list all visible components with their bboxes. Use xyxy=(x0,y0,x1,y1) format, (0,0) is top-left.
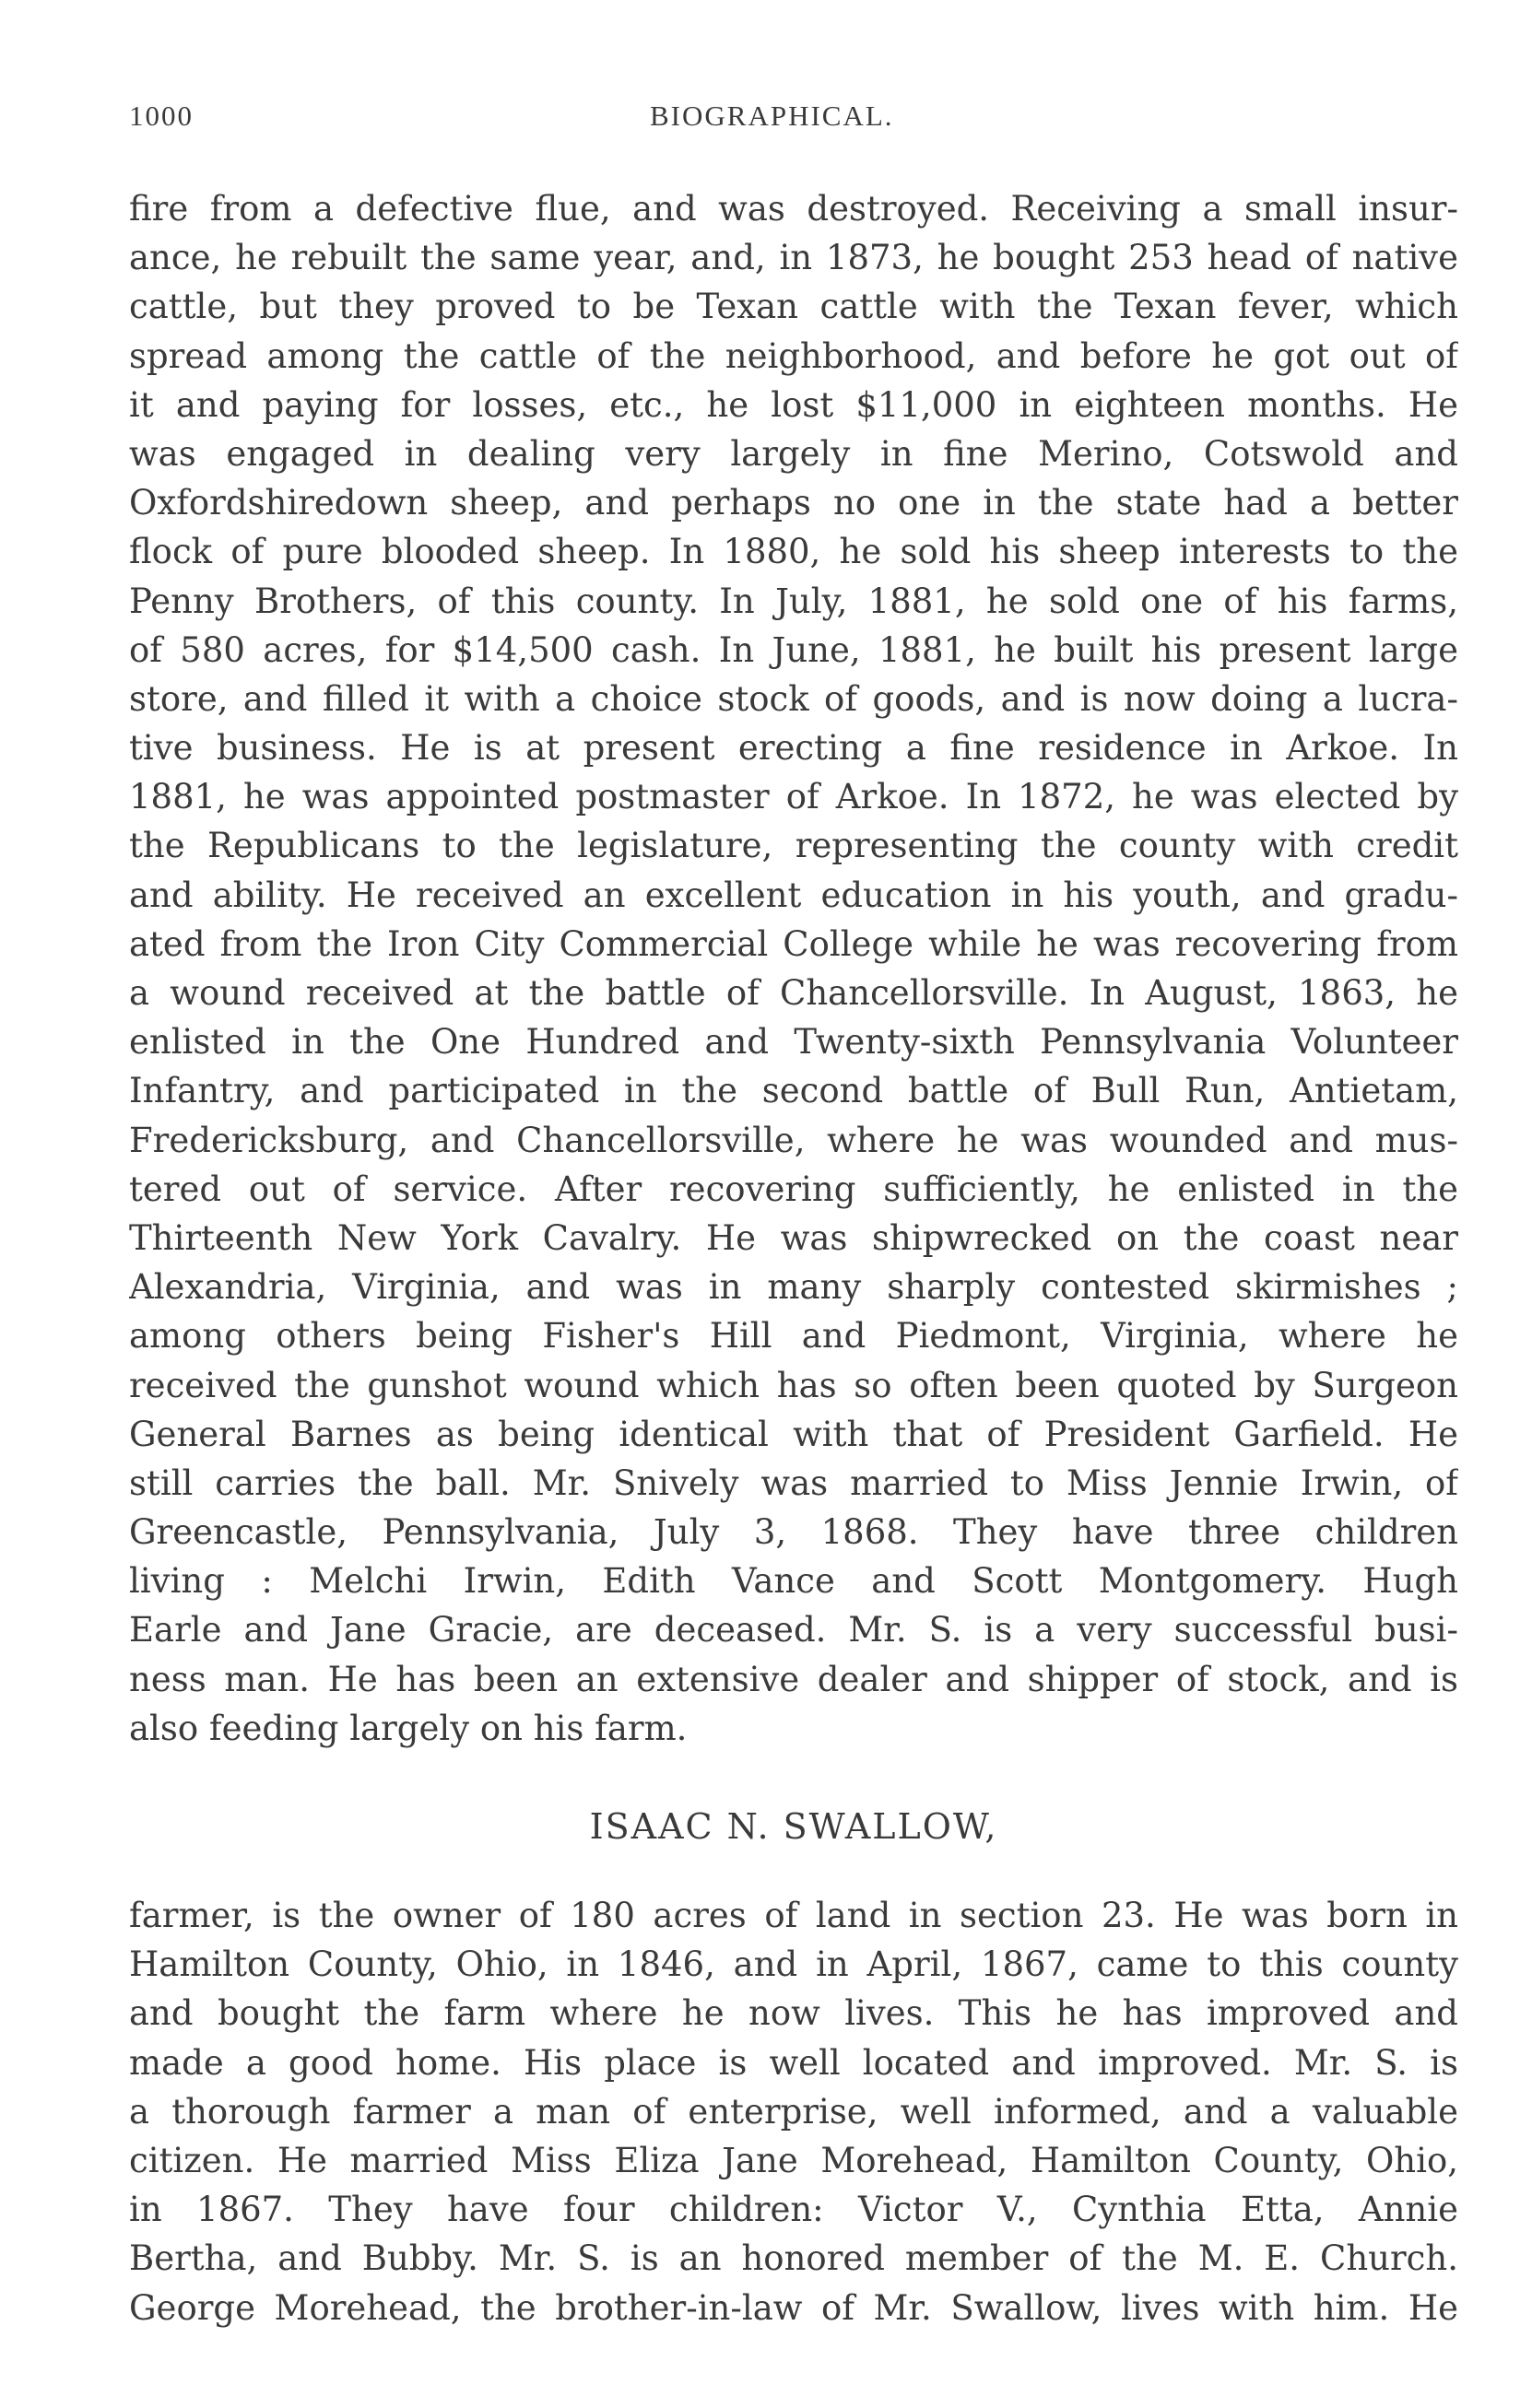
text-line: still carries the ball. Mr. Snively was married to Miss Jennie Irwin, of xyxy=(129,1462,1458,1503)
text-line: ated from the Iron City Commercial College while he was recovering from xyxy=(129,923,1458,964)
page-number: 1000 xyxy=(129,100,194,132)
text-line: Thirteenth New York Cavalry. He was shipwrecked on the coast near xyxy=(129,1217,1458,1258)
text-line: citizen. He married Miss Eliza Jane Morehead, Hamilton County, Ohio, xyxy=(129,2140,1458,2180)
text-line: Earle and Jane Gracie, are deceased. Mr. S. is a very successful busi- xyxy=(129,1610,1458,1650)
text-line: tered out of service. After recovering sufficiently, he enlisted in the xyxy=(129,1169,1458,1209)
text-line: Fredericksburg, and Chancellorsville, where he was wounded and mus- xyxy=(129,1120,1458,1160)
text-line: also feeding largely on his farm. xyxy=(129,1708,688,1748)
text-line: ness man. He has been an extensive dealer and shipper of stock, and is xyxy=(129,1659,1458,1699)
text-line: a thorough farmer a man of enterprise, well informed, and a valuable xyxy=(129,2091,1458,2132)
text-line: and bought the farm where he now lives. This he has improved and xyxy=(129,1993,1458,2034)
running-title: BIOGRAPHICAL. xyxy=(650,100,894,132)
text-line: in 1867. They have four children: Victor V., Cynthia Etta, Annie xyxy=(129,2190,1458,2230)
text-line: Infantry, and participated in the second battle of Bull Run, Antietam, xyxy=(129,1071,1458,1111)
text-line: was engaged in dealing very largely in fine Merino, Cotswold and xyxy=(129,433,1458,474)
text-line: Alexandria, Virginia, and was in many sharply contested skirmishes ; xyxy=(129,1267,1458,1308)
running-head xyxy=(129,100,1458,155)
text-line: store, and filled it with a choice stock of goods, and is now doing a lucra- xyxy=(129,678,1458,719)
section-swallow xyxy=(129,1891,1458,2332)
section-snively-continued xyxy=(129,184,1458,1753)
text-line: General Barnes as being identical with that of President Garfield. He xyxy=(129,1414,1458,1454)
text-line: it and paying for losses, etc., he lost $11,000 in eighteen months. He xyxy=(129,384,1458,425)
text-line: enlisted in the One Hundred and Twenty-sixth Pennsylvania Volunteer xyxy=(129,1022,1458,1063)
text-line: Hamilton County, Ohio, in 1846, and in April, 1867, came to this county xyxy=(129,1944,1458,1985)
text-line: made a good home. His place is well located and improved. Mr. S. is xyxy=(129,2042,1458,2083)
text-line: of 580 acres, for $14,500 cash. In June, 1881, he built his present large xyxy=(129,629,1458,670)
section-heading: ISAAC N. SWALLOW, xyxy=(589,1806,998,1847)
text-line: living : Melchi Irwin, Edith Vance and Scott Montgomery. Hugh xyxy=(129,1561,1458,1602)
text-line: Bertha, and Bubby. Mr. S. is an honored member of the M. E. Church. xyxy=(129,2238,1458,2279)
body-text xyxy=(129,184,1458,2332)
text-line: farmer, is the owner of 180 acres of land in section 23. He was born in xyxy=(129,1896,1458,1935)
text-line: flock of pure blooded sheep. In 1880, he sold his sheep interests to the xyxy=(129,532,1458,572)
text-line: Oxfordshiredown sheep, and perhaps no one in the state had a better xyxy=(129,483,1458,523)
text-line: a wound received at the battle of Chancellorsville. In August, 1863, he xyxy=(129,973,1458,1013)
text-line: cattle, but they proved to be Texan cattle with the Texan fever, which xyxy=(129,287,1458,327)
text-line: Penny Brothers, of this county. In July, 1881, he sold one of his farms, xyxy=(129,581,1458,621)
text-line: George Morehead, the brother-in-law of Mr. Swallow, lives with him. He xyxy=(129,2287,1458,2328)
text-line: tive business. He is at present erecting a fine residence in Arkoe. In xyxy=(129,728,1458,769)
text-line: among others being Fisher's Hill and Piedmont, Virginia, where he xyxy=(129,1316,1458,1357)
text-line: fire from a defective flue, and was destroyed. Receiving a small insur- xyxy=(129,189,1458,229)
text-line: Greencastle, Pennsylvania, July 3, 1868. They have three children xyxy=(129,1512,1458,1553)
text-line: spread among the cattle of the neighborhood, and before he got out of xyxy=(129,335,1458,376)
text-line: received the gunshot wound which has so often been quoted by Surgeon xyxy=(129,1365,1458,1405)
text-line: ance, he rebuilt the same year, and, in 1873, he bought 253 head of native xyxy=(129,238,1458,278)
text-line: and ability. He received an excellent education in his youth, and gradu- xyxy=(129,875,1458,915)
text-line: the Republicans to the legislature, representing the county with credit xyxy=(129,826,1458,866)
text-line: 1881, he was appointed postmaster of Arkoe. In 1872, he was elected by xyxy=(129,777,1458,817)
